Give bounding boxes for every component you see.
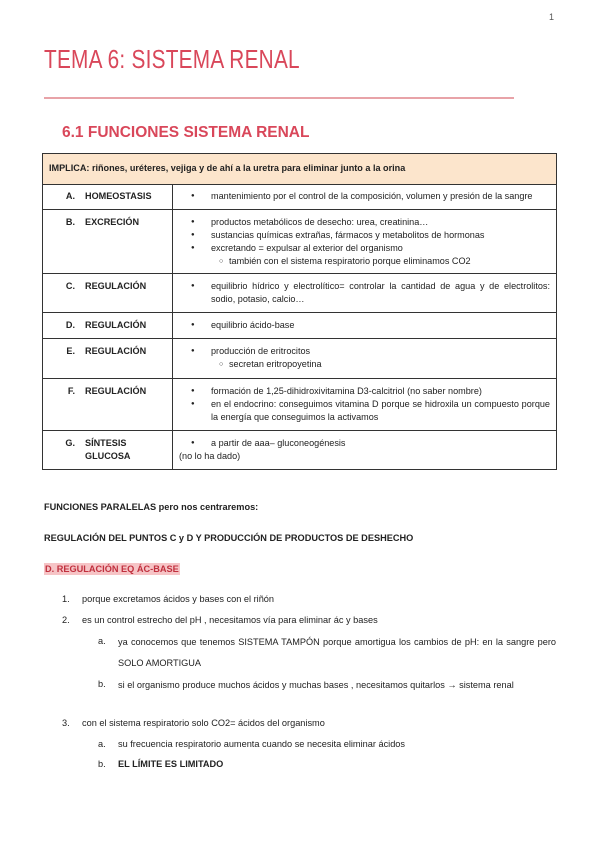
page-number: 1 [548, 12, 554, 22]
functions-table [42, 153, 557, 470]
list-subitem: ya conocemos que tenemos SISTEMA TAMPÓN porque amortigua los cambios de pH: en la sangre pero SOLO AMORTIGUA [118, 637, 556, 668]
list-letter: b. [98, 759, 106, 769]
list-letter: a. [98, 739, 106, 749]
page-title: TEMA 6: SISTEMA RENAL [44, 44, 300, 74]
list-letter: a. [98, 636, 106, 646]
table-header-row [43, 154, 557, 185]
row-key: REGULACIÓN [85, 281, 147, 291]
list-item: ● formación de 1,25-dihidroxivitamina D3-calcitriol (no saber nombre) [179, 385, 550, 398]
list-item: ● equilibrio ácido-base [179, 319, 550, 332]
row-letter: C. [65, 281, 75, 291]
list-subitem: EL LÍMITE ES LIMITADO [118, 759, 224, 769]
list-letter: b. [98, 679, 106, 689]
row-letter: E. [66, 346, 75, 356]
list-number: 2. [62, 615, 70, 625]
subsection-heading [44, 564, 180, 574]
list-item: ● sustancias químicas extrañas, fármacos y metabolitos de hormonas [179, 229, 550, 242]
row-key: REGULACIÓN [85, 386, 147, 396]
table-row [43, 274, 557, 313]
row-letter: F. [67, 386, 75, 396]
list-item: ● mantenimiento por el control de la composición, volumen y presión de la sangre [179, 190, 550, 203]
table-row [43, 210, 557, 274]
list-subitem: su frecuencia respiratorio aumenta cuando se necesita eliminar ácidos [118, 739, 406, 749]
list-number: 1. [62, 594, 70, 604]
table-row [43, 185, 557, 210]
focus-text: REGULACIÓN DEL PUNTOS C y D Y PRODUCCIÓN DE PRODUCTOS DE DESHECHO [44, 533, 414, 543]
row-key: EXCRECIÓN [85, 217, 140, 227]
row-note: (no lo ha dado) [179, 451, 241, 461]
row-key: SÍNTESIS [85, 438, 127, 448]
list-item: ● a partir de aaa– gluconeogénesis [179, 437, 550, 450]
list-item: ● producción de eritrocitos [179, 345, 550, 358]
table-header: IMPLICA: riñones, uréteres, vejiga y de ahí a la uretra para eliminar junto a la orina [43, 154, 557, 185]
section-heading: 6.1 FUNCIONES SISTEMA RENAL [62, 124, 310, 141]
list-item: porque excretamos ácidos y bases con el riñón [82, 594, 275, 604]
list-item: con el sistema respiratorio solo CO2= ácidos del organismo [82, 718, 325, 728]
title-divider [44, 97, 514, 99]
row-key: REGULACIÓN [85, 346, 147, 356]
sub-list-item: ○ también con el sistema respiratorio porque eliminamos CO2 [179, 255, 550, 268]
list-item: ● productos metabólicos de desecho: urea, creatinina… [179, 216, 550, 229]
row-letter: D. [65, 320, 75, 330]
table-row [43, 339, 557, 379]
list-item: ● excretando = expulsar al exterior del organismo [179, 242, 550, 255]
row-key-line2: GLUCOSA [85, 451, 131, 461]
row-letter: A. [65, 191, 75, 201]
row-letter: B. [65, 217, 75, 227]
row-letter: G. [65, 438, 75, 448]
list-subitem: si el organismo produce muchos ácidos y muchas bases , necesitamos quitarlos → sistema renal [118, 680, 514, 690]
table-row [43, 313, 557, 339]
sub-list-item: ○ secretan eritropoyetina [179, 358, 550, 371]
list-item: ● equilibrio hídrico y electrolítico= controlar la cantidad de agua y de electrolitos: sodio, potasio, calcio… [179, 280, 550, 306]
table-row [43, 431, 557, 470]
table-row [43, 379, 557, 431]
list-item: es un control estrecho del pH , necesitamos vía para eliminar ác y bases [82, 615, 378, 625]
list-number: 3. [62, 718, 70, 728]
list-item: ● en el endocrino: conseguimos vitamina D porque se hidroxila un compuesto porque la energía que conseguimos la activamos [179, 398, 550, 424]
row-key: HOMEOSTASIS [85, 191, 152, 201]
row-key: REGULACIÓN [85, 320, 147, 330]
subsection-label: D. REGULACIÓN EQ ÁC-BASE [45, 564, 179, 574]
parallel-functions-text: FUNCIONES PARALELAS pero nos centraremos: [44, 502, 259, 512]
